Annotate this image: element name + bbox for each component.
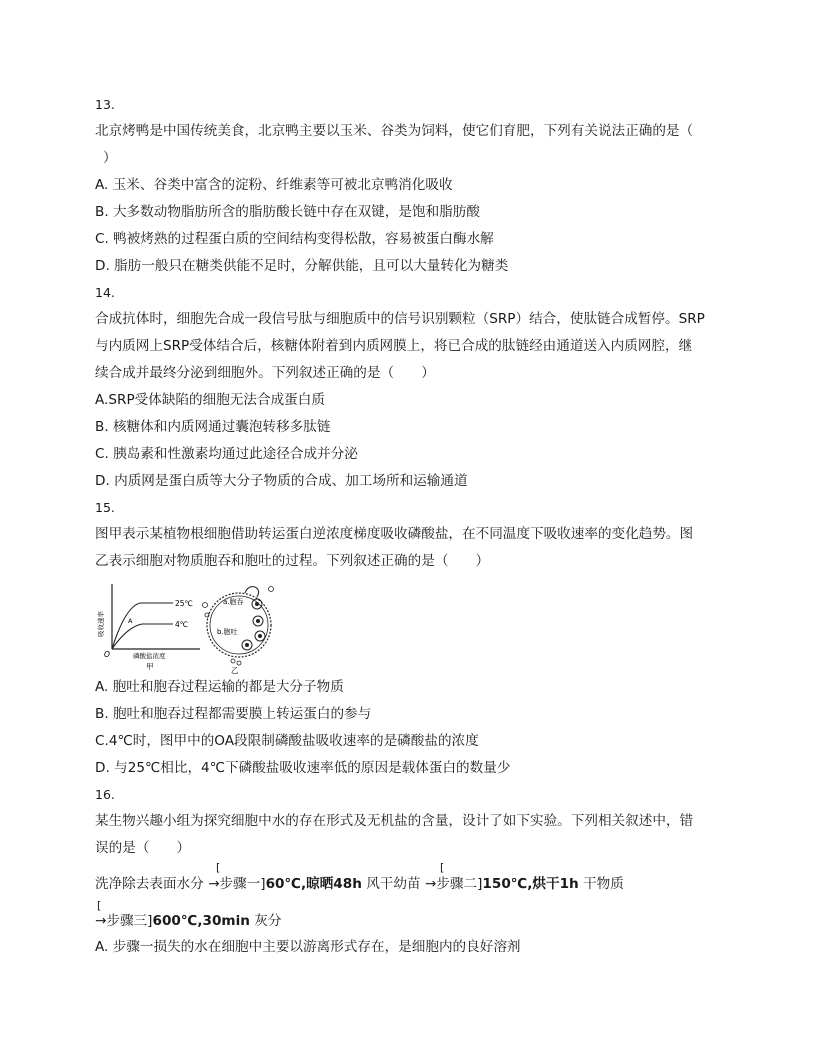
particle-3 [269,587,274,592]
q13-option-b: B. 大多数动物脂肪所含的脂肪酸长链中存在双键，是饱和脂肪酸 [95,204,480,220]
q15-option-b: B. 胞吐和胞吞过程都需要膜上转运蛋白的参与 [95,706,372,722]
label-origin: O [104,650,110,659]
particle-1 [203,603,208,608]
flow-step2: →步骤二] [424,876,483,892]
label-point-a: A [128,617,133,625]
q13-number: 13. [95,97,115,112]
q16-number: 16. [95,787,115,802]
q15-figure-svg [95,577,305,675]
endocytic-cargo-1 [255,602,259,606]
curve-4c [112,624,173,649]
flow-dry-matter: 干物质 [583,876,624,892]
flow-step1-condition: 60℃,晾晒48h [265,876,362,892]
caption-jia: 甲 [146,662,154,671]
endocytic-cargo-2 [256,619,260,623]
label-25c: 25℃ [175,599,193,608]
q14-stem-line1: 合成抗体时，细胞先合成一段信号肽与细胞质中的信号识别颗粒（SRP）结合，使肽链合成暂停。SRP [95,311,705,327]
q13-stem-line1: 北京烤鸭是中国传统美食，北京鸭主要以玉米、谷类为饲料，使它们育肥，下列有关说法正确的是（ [95,123,694,139]
endocytosis-pocket [245,587,259,597]
q16-stem-line1: 某生物兴趣小组为探究细胞中水的存在形式及无机盐的含量，设计了如下实验。下列相关叙述中，错 [95,813,694,829]
label-exocytosis: b.胞吐 [217,628,238,636]
q15-stem-line1: 图甲表示某植物根细胞借助转运蛋白逆浓度梯度吸收磷酸盐，在不同温度下吸收速率的变化趋势。图 [95,526,694,542]
graph-y-label: 吸收速率 [97,611,105,637]
flow-bracket-3: [ [97,899,102,912]
flow-bracket-2: [ [440,861,445,874]
q14-stem-line2: 与内质网上SRP受体结合后，核糖体附着到内质网膜上，将已合成的肽链经由通道送入内质网腔，继 [95,338,693,354]
q16-option-a: A. 步骤一损失的水在细胞中主要以游离形式存在，是细胞内的良好溶剂 [95,939,521,955]
q15-option-d: D. 与25℃相比，4℃下磷酸盐吸收速率低的原因是载体蛋白的数量少 [95,760,511,776]
q14-stem-line3: 续合成并最终分泌到细胞外。下列叙述正确的是（ ） [95,365,435,381]
flow-start: 洗净除去表面水分 [95,876,204,892]
q15-figure [95,577,305,675]
flow-bracket-1: [ [216,861,221,874]
q14-option-d: D. 内质网是蛋白质等大分子物质的合成、加工场所和运输通道 [95,473,468,489]
flow-step3-condition: 600℃,30min [152,913,250,929]
q13-option-a: A. 玉米、谷类中富含的淀粉、纤维素等可被北京鸭消化吸收 [95,177,453,193]
exocytic-cargo-1 [258,634,262,638]
q16-flow-line2 [95,912,281,930]
label-4c: 4℃ [175,620,189,629]
flow-step3: →步骤三] [95,913,153,929]
curve-25c [112,603,173,649]
q14-option-c: C. 胰岛素和性激素均通过此途径合成并分泌 [95,446,358,462]
flow-ash: 灰分 [254,913,282,929]
particle-4 [231,659,235,663]
label-endocytosis: a.胞吞 [223,598,244,606]
flow-step1: →步骤一] [208,876,266,892]
q15-stem-line2: 乙表示细胞对物质胞吞和胞吐的过程。下列叙述正确的是（ ） [95,553,490,569]
q16-stem-line2: 误的是（ ） [95,840,191,856]
q13-option-c: C. 鸭被烤熟的过程蛋白质的空间结构变得松散，容易被蛋白酶水解 [95,231,494,247]
q14-option-a: A.SRP受体缺陷的细胞无法合成蛋白质 [95,392,325,408]
q13-option-d: D. 脂肪一般只在糖类供能不足时，分解供能，且可以大量转化为糖类 [95,258,509,274]
flow-step2-condition: 150℃,烘干1h [482,876,579,892]
flow-dried-seedling: 风干幼苗 [366,876,421,892]
q15-number: 15. [95,500,115,515]
q13-stem-line2: ） [103,150,117,166]
exocytic-cargo-2 [245,643,249,647]
q15-option-a: A. 胞吐和胞吞过程运输的都是大分子物质 [95,679,344,695]
q15-option-c: C.4℃时，图甲中的OA段限制磷酸盐吸收速率的是磷酸盐的浓度 [95,733,479,749]
q14-option-b: B. 核糖体和内质网通过囊泡转移多肽链 [95,419,331,435]
caption-yi: 乙 [231,666,239,675]
q16-flow-line1 [95,875,624,893]
q14-number: 14. [95,285,115,300]
graph-x-label: 磷酸盐浓度 [133,652,166,660]
particle-5 [237,661,241,665]
